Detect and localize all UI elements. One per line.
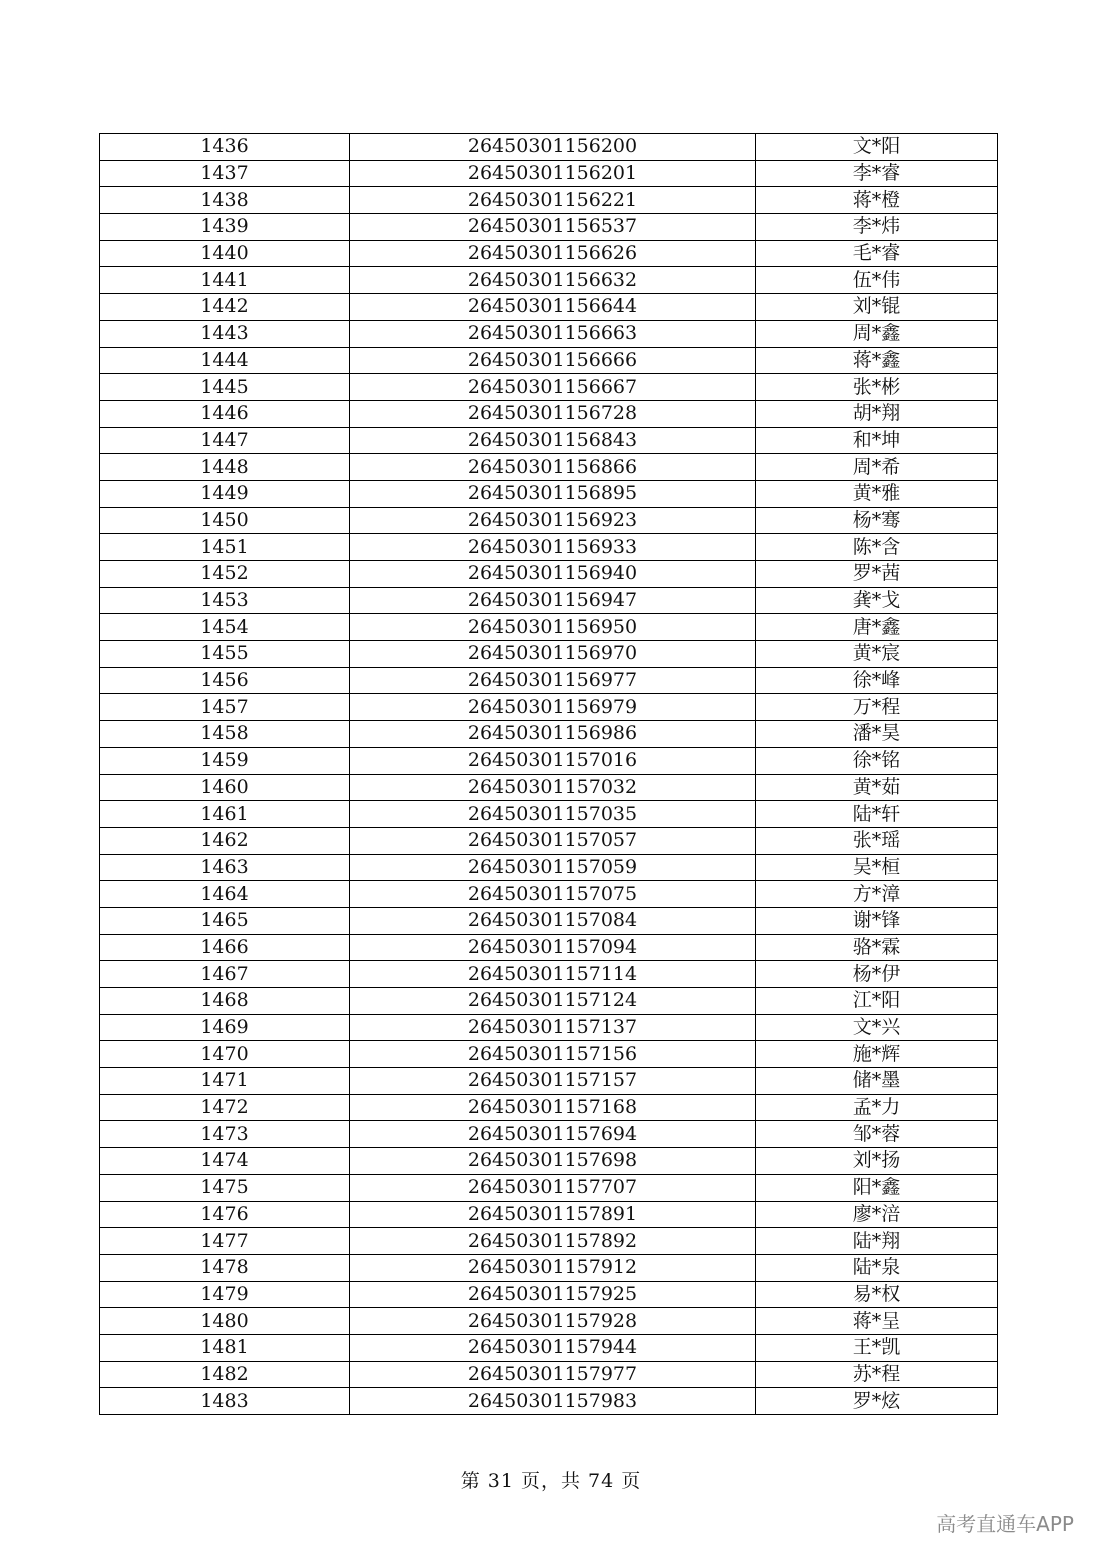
student-name-cell: 陈*含 xyxy=(756,534,998,561)
row-index-cell: 1440 xyxy=(100,240,350,267)
exam-number-cell: 26450301157694 xyxy=(350,1121,756,1148)
table-row xyxy=(100,1388,998,1415)
exam-number-cell: 26450301157891 xyxy=(350,1201,756,1228)
table-row xyxy=(100,267,998,294)
student-name-cell: 周*鑫 xyxy=(756,320,998,347)
student-name-cell: 黄*宸 xyxy=(756,641,998,668)
table-row xyxy=(100,1281,998,1308)
student-name-cell: 陆*泉 xyxy=(756,1254,998,1281)
student-name-cell: 孟*力 xyxy=(756,1094,998,1121)
exam-number-cell: 26450301157016 xyxy=(350,747,756,774)
student-name-cell: 万*程 xyxy=(756,694,998,721)
row-index-cell: 1438 xyxy=(100,187,350,214)
row-index-cell: 1473 xyxy=(100,1121,350,1148)
table-row xyxy=(100,1121,998,1148)
student-name-cell: 蒋*呈 xyxy=(756,1308,998,1335)
row-index-cell: 1443 xyxy=(100,320,350,347)
exam-number-cell: 26450301157084 xyxy=(350,907,756,934)
table-row xyxy=(100,667,998,694)
row-index-cell: 1464 xyxy=(100,881,350,908)
table-row xyxy=(100,534,998,561)
student-name-cell: 罗*炫 xyxy=(756,1388,998,1415)
table-row xyxy=(100,1068,998,1095)
exam-number-cell: 26450301156626 xyxy=(350,240,756,267)
row-index-cell: 1461 xyxy=(100,801,350,828)
table-row xyxy=(100,294,998,321)
student-name-cell: 施*辉 xyxy=(756,1041,998,1068)
table-row xyxy=(100,187,998,214)
exam-number-cell: 26450301157928 xyxy=(350,1308,756,1335)
exam-number-cell: 26450301157157 xyxy=(350,1068,756,1095)
row-index-cell: 1450 xyxy=(100,507,350,534)
table-row xyxy=(100,988,998,1015)
table-row xyxy=(100,1334,998,1361)
student-name-cell: 徐*峰 xyxy=(756,667,998,694)
exam-number-cell: 26450301156728 xyxy=(350,400,756,427)
row-index-cell: 1448 xyxy=(100,454,350,481)
exam-number-cell: 26450301157944 xyxy=(350,1334,756,1361)
row-index-cell: 1456 xyxy=(100,667,350,694)
table-row xyxy=(100,1228,998,1255)
row-index-cell: 1459 xyxy=(100,747,350,774)
exam-number-cell: 26450301156895 xyxy=(350,480,756,507)
table-row xyxy=(100,614,998,641)
watermark-text: 高考直通车APP xyxy=(936,1512,1074,1536)
table-row xyxy=(100,587,998,614)
row-index-cell: 1454 xyxy=(100,614,350,641)
table-row xyxy=(100,934,998,961)
student-name-cell: 杨*伊 xyxy=(756,961,998,988)
student-name-cell: 黄*雅 xyxy=(756,480,998,507)
student-name-cell: 易*权 xyxy=(756,1281,998,1308)
exam-number-cell: 26450301157124 xyxy=(350,988,756,1015)
table-row xyxy=(100,240,998,267)
exam-number-cell: 26450301156201 xyxy=(350,160,756,187)
row-index-cell: 1439 xyxy=(100,214,350,241)
exam-number-cell: 26450301157707 xyxy=(350,1174,756,1201)
row-index-cell: 1468 xyxy=(100,988,350,1015)
table-row xyxy=(100,1094,998,1121)
table-row xyxy=(100,134,998,161)
exam-number-cell: 26450301157137 xyxy=(350,1014,756,1041)
row-index-cell: 1472 xyxy=(100,1094,350,1121)
row-index-cell: 1441 xyxy=(100,267,350,294)
student-name-cell: 刘*扬 xyxy=(756,1148,998,1175)
exam-number-cell: 26450301157114 xyxy=(350,961,756,988)
student-name-cell: 蒋*鑫 xyxy=(756,347,998,374)
exam-number-cell: 26450301156947 xyxy=(350,587,756,614)
exam-number-cell: 26450301156644 xyxy=(350,294,756,321)
student-name-cell: 陆*翔 xyxy=(756,1228,998,1255)
exam-number-cell: 26450301156986 xyxy=(350,721,756,748)
student-name-cell: 和*坤 xyxy=(756,427,998,454)
table-row xyxy=(100,774,998,801)
row-index-cell: 1458 xyxy=(100,721,350,748)
exam-number-cell: 26450301156667 xyxy=(350,374,756,401)
table-row xyxy=(100,320,998,347)
exam-number-cell: 26450301157035 xyxy=(350,801,756,828)
student-name-cell: 骆*霖 xyxy=(756,934,998,961)
table-row xyxy=(100,561,998,588)
exam-number-cell: 26450301156977 xyxy=(350,667,756,694)
student-name-cell: 杨*骞 xyxy=(756,507,998,534)
row-index-cell: 1478 xyxy=(100,1254,350,1281)
exam-number-cell: 26450301156933 xyxy=(350,534,756,561)
student-name-cell: 唐*鑫 xyxy=(756,614,998,641)
student-name-cell: 文*阳 xyxy=(756,134,998,161)
row-index-cell: 1444 xyxy=(100,347,350,374)
table-row xyxy=(100,694,998,721)
student-name-cell: 苏*程 xyxy=(756,1361,998,1388)
row-index-cell: 1442 xyxy=(100,294,350,321)
table-row xyxy=(100,1014,998,1041)
row-index-cell: 1467 xyxy=(100,961,350,988)
exam-number-cell: 26450301157057 xyxy=(350,827,756,854)
row-index-cell: 1480 xyxy=(100,1308,350,1335)
row-index-cell: 1463 xyxy=(100,854,350,881)
table-row xyxy=(100,507,998,534)
student-name-cell: 方*漳 xyxy=(756,881,998,908)
row-index-cell: 1469 xyxy=(100,1014,350,1041)
row-index-cell: 1453 xyxy=(100,587,350,614)
row-index-cell: 1476 xyxy=(100,1201,350,1228)
page-footer: 第 31 页，共 74 页 xyxy=(460,1470,642,1492)
row-index-cell: 1446 xyxy=(100,400,350,427)
row-index-cell: 1462 xyxy=(100,827,350,854)
table-row xyxy=(100,881,998,908)
table-row xyxy=(100,480,998,507)
row-index-cell: 1445 xyxy=(100,374,350,401)
table-body xyxy=(100,134,998,1415)
table-row xyxy=(100,854,998,881)
exam-number-cell: 26450301157925 xyxy=(350,1281,756,1308)
student-name-cell: 伍*伟 xyxy=(756,267,998,294)
table-row xyxy=(100,1148,998,1175)
row-index-cell: 1474 xyxy=(100,1148,350,1175)
table-row xyxy=(100,907,998,934)
student-name-cell: 毛*睿 xyxy=(756,240,998,267)
table-row xyxy=(100,454,998,481)
student-name-cell: 罗*茜 xyxy=(756,561,998,588)
exam-number-cell: 26450301156537 xyxy=(350,214,756,241)
table-row xyxy=(100,1174,998,1201)
row-index-cell: 1451 xyxy=(100,534,350,561)
exam-number-cell: 26450301156632 xyxy=(350,267,756,294)
exam-number-cell: 26450301157892 xyxy=(350,1228,756,1255)
student-name-cell: 蒋*橙 xyxy=(756,187,998,214)
exam-number-cell: 26450301157094 xyxy=(350,934,756,961)
student-name-cell: 李*炜 xyxy=(756,214,998,241)
table-row xyxy=(100,400,998,427)
student-name-cell: 刘*锟 xyxy=(756,294,998,321)
row-index-cell: 1477 xyxy=(100,1228,350,1255)
student-name-cell: 潘*昊 xyxy=(756,721,998,748)
table-row xyxy=(100,1254,998,1281)
row-index-cell: 1483 xyxy=(100,1388,350,1415)
student-name-cell: 周*希 xyxy=(756,454,998,481)
exam-number-cell: 26450301157977 xyxy=(350,1361,756,1388)
student-name-cell: 胡*翔 xyxy=(756,400,998,427)
row-index-cell: 1465 xyxy=(100,907,350,934)
exam-number-cell: 26450301156200 xyxy=(350,134,756,161)
student-name-cell: 张*彬 xyxy=(756,374,998,401)
exam-number-cell: 26450301156979 xyxy=(350,694,756,721)
student-name-cell: 吴*桓 xyxy=(756,854,998,881)
row-index-cell: 1471 xyxy=(100,1068,350,1095)
student-name-cell: 阳*鑫 xyxy=(756,1174,998,1201)
table-row xyxy=(100,721,998,748)
student-name-cell: 王*凯 xyxy=(756,1334,998,1361)
student-name-cell: 龚*戈 xyxy=(756,587,998,614)
row-index-cell: 1449 xyxy=(100,480,350,507)
table-row xyxy=(100,1361,998,1388)
table-row xyxy=(100,347,998,374)
exam-number-cell: 26450301157983 xyxy=(350,1388,756,1415)
student-name-cell: 李*睿 xyxy=(756,160,998,187)
exam-number-cell: 26450301156970 xyxy=(350,641,756,668)
row-index-cell: 1460 xyxy=(100,774,350,801)
student-name-cell: 黄*茹 xyxy=(756,774,998,801)
row-index-cell: 1455 xyxy=(100,641,350,668)
table-row xyxy=(100,160,998,187)
row-index-cell: 1481 xyxy=(100,1334,350,1361)
student-name-cell: 徐*铭 xyxy=(756,747,998,774)
exam-number-cell: 26450301156950 xyxy=(350,614,756,641)
data-table xyxy=(99,133,998,1415)
table-row xyxy=(100,801,998,828)
student-name-cell: 文*兴 xyxy=(756,1014,998,1041)
exam-number-cell: 26450301157168 xyxy=(350,1094,756,1121)
table-row xyxy=(100,427,998,454)
student-name-cell: 江*阳 xyxy=(756,988,998,1015)
exam-number-cell: 26450301157032 xyxy=(350,774,756,801)
exam-number-cell: 26450301157698 xyxy=(350,1148,756,1175)
table-row xyxy=(100,1308,998,1335)
row-index-cell: 1479 xyxy=(100,1281,350,1308)
row-index-cell: 1466 xyxy=(100,934,350,961)
row-index-cell: 1470 xyxy=(100,1041,350,1068)
exam-number-cell: 26450301156866 xyxy=(350,454,756,481)
exam-number-cell: 26450301157059 xyxy=(350,854,756,881)
exam-number-cell: 26450301156940 xyxy=(350,561,756,588)
exam-number-cell: 26450301157075 xyxy=(350,881,756,908)
exam-number-cell: 26450301156666 xyxy=(350,347,756,374)
exam-number-cell: 26450301157156 xyxy=(350,1041,756,1068)
table-row xyxy=(100,641,998,668)
table-row xyxy=(100,374,998,401)
exam-number-cell: 26450301157912 xyxy=(350,1254,756,1281)
exam-number-cell: 26450301156923 xyxy=(350,507,756,534)
table-row xyxy=(100,1041,998,1068)
student-name-cell: 储*墨 xyxy=(756,1068,998,1095)
row-index-cell: 1447 xyxy=(100,427,350,454)
student-name-cell: 廖*涪 xyxy=(756,1201,998,1228)
table-row xyxy=(100,827,998,854)
row-index-cell: 1475 xyxy=(100,1174,350,1201)
table-row xyxy=(100,214,998,241)
student-name-cell: 陆*轩 xyxy=(756,801,998,828)
row-index-cell: 1457 xyxy=(100,694,350,721)
student-name-cell: 张*瑶 xyxy=(756,827,998,854)
exam-number-cell: 26450301156221 xyxy=(350,187,756,214)
row-index-cell: 1452 xyxy=(100,561,350,588)
table-row xyxy=(100,961,998,988)
exam-number-cell: 26450301156663 xyxy=(350,320,756,347)
row-index-cell: 1482 xyxy=(100,1361,350,1388)
student-name-cell: 邹*蓉 xyxy=(756,1121,998,1148)
table-row xyxy=(100,1201,998,1228)
table-row xyxy=(100,747,998,774)
row-index-cell: 1437 xyxy=(100,160,350,187)
student-name-cell: 谢*锋 xyxy=(756,907,998,934)
row-index-cell: 1436 xyxy=(100,134,350,161)
exam-number-cell: 26450301156843 xyxy=(350,427,756,454)
